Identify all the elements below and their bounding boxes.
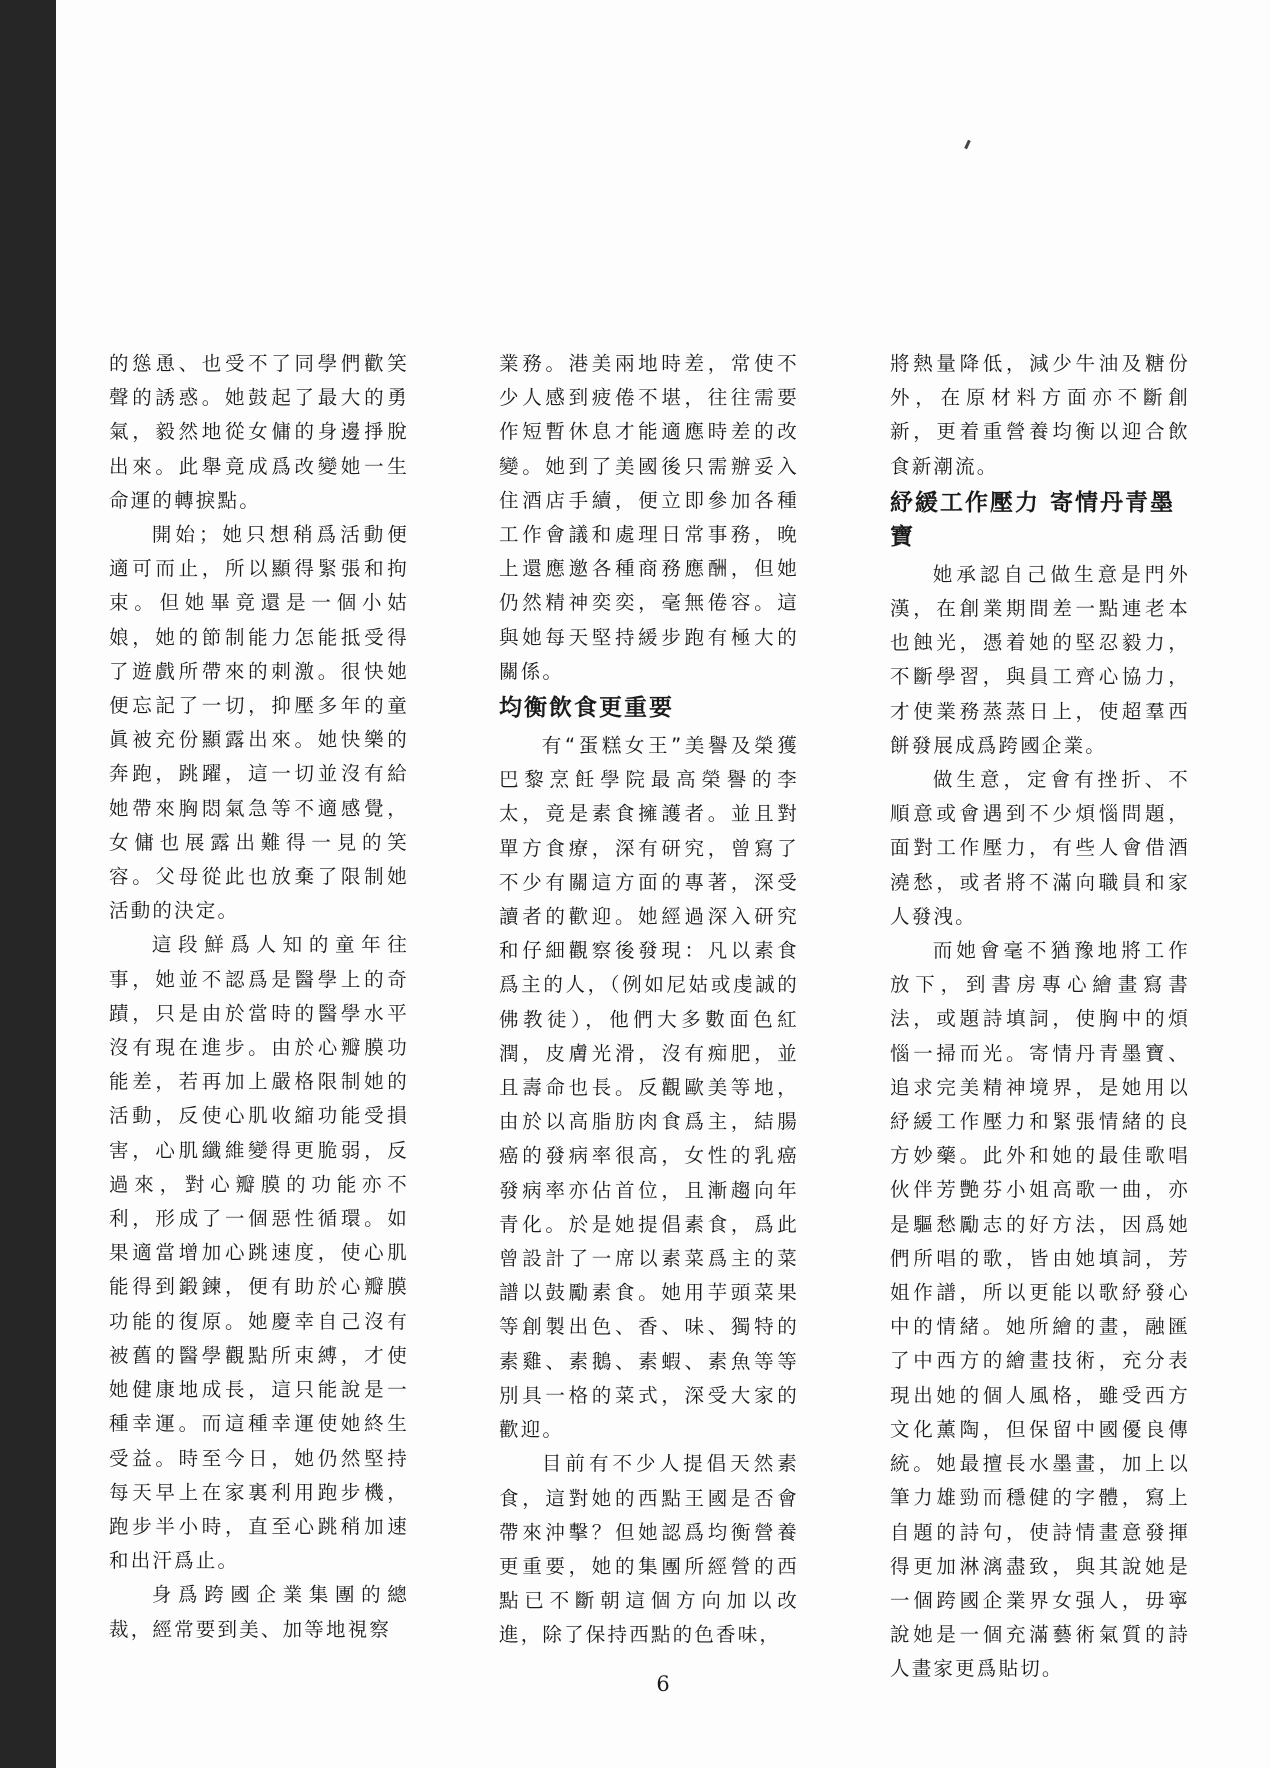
text-column-2 xyxy=(499,347,799,1653)
paragraph: 有“蛋糕女王”美譽及榮獲巴黎烹飪學院最高榮譽的李太，竟是素食擁護者。並且對單方食療，深有研究，曾寫了不少有關這方面的專著，深受讀者的歡迎。她經過深入研究和仔細觀察後發現：凡以素食爲主的人，（例如尼姑或虔誠的佛教徒），他們大多數面色紅潤，皮膚光滑，沒有痴肥，並且壽命也長。反觀歐美等地，由於以高脂肪肉食爲主，結腸癌的發病率很高，女性的乳癌發病率亦佔首位，且漸趨向年青化。於是她提倡素食，爲此曾設計了一席以素菜爲主的菜譜以鼓勵素食。她用芋頭菜果等創製出色、香、味、獨特的素雞、素鵝、素蝦、素魚等等別具一格的菜式，深受大家的歡迎。 xyxy=(499,734,799,1442)
document-page xyxy=(56,0,1270,1768)
paragraph: 開始；她只想稍爲活動便適可而止，所以顯得緊張和拘束。但她畢竟還是一個小姑娘，她的節制能力怎能抵受得了遊戲所帶來的刺激。很快她便忘記了一切，抑壓多年的童眞被充份顯露出來。她快樂的奔跑，跳躍，這一切並沒有給她帶來胸悶氣急等不適感覺，女傭也展露出難得一見的笑容。父母從此也放棄了限制她活動的決定。 xyxy=(109,523,409,923)
scan-binding-edge xyxy=(0,0,56,1768)
paragraph: 的慫恿、也受不了同學們歡笑聲的誘惑。她鼓起了最大的勇氣，毅然地從女傭的身邊掙脫出來。此舉竟成爲改變她一生命運的轉捩點。 xyxy=(109,352,409,512)
paragraph: 而她會毫不猶豫地將工作放下，到書房專心繪畫寫書法，或題詩填詞，使胸中的煩惱一掃而光。寄情丹青墨寶、追求完美精神境界，是她用以紓緩工作壓力和緊張情緒的良方妙藥。此外和她的最佳歌唱伙伴芳艷芬小姐高歌一曲，亦是驅愁勵志的好方法，因爲她們所唱的歌，皆由她填詞，芳姐作譜，所以更能以歌紓發心中的情緒。她所繪的畫，融匯了中西方的繪畫技術，充分表現出她的個人風格，雖受西方文化薰陶，但保留中國優良傳統。她最擅長水墨畫，加上以筆力雄勁而穩健的字體，寫上自題的詩句，使詩情畫意發揮得更加淋漓盡致，與其說她是一個跨國企業界女强人，毋寧說她是一個充滿藝術氣質的詩人畫家更爲貼切。 xyxy=(890,939,1190,1681)
paragraph: 將熱量降低，減少牛油及糖份外，在原材料方面亦不斷創新，更着重營養均衡以迎合飲食新潮流。 xyxy=(890,352,1190,478)
paragraph: 做生意，定會有挫折、不順意或會遇到不少煩惱問題，面對工作壓力，有些人會借酒澆愁，或者將不滿向職員和家人發洩。 xyxy=(890,768,1190,928)
section-heading: 均衡飲食更重要 xyxy=(499,695,674,722)
scan-speck xyxy=(964,140,971,149)
page-number: 6 xyxy=(656,1672,670,1696)
paragraph: 她承認自己做生意是門外漢，在創業期間差一點連老本也蝕光，憑着她的堅忍毅力，不斷學習，與員工齊心協力，才使業務蒸蒸日上，使超羣西餅發展成爲跨國企業。 xyxy=(890,562,1190,757)
text-column-1 xyxy=(109,347,409,1647)
paragraph: 這段鮮爲人知的童年往事，她並不認爲是醫學上的奇蹟，只是由於當時的醫學水平沒有現在進步。由於心瓣膜功能差，若再加上嚴格限制她的活動，反使心肌收縮功能受損害，心肌纖維變得更脆弱，反過來，對心瓣膜的功能亦不利，形成了一個惡性循環。如果適當增加心跳速度，使心肌能得到鍛鍊，便有助於心瓣膜功能的復原。她慶幸自己沒有被舊的醫學觀點所束縛，才使她健康地成長，這只能說是一種幸運。而這種幸運使她終生受益。時至今日，她仍然堅持每天早上在家裏利用跑步機，跑步半小時，直至心跳稍加速和出汗爲止。 xyxy=(109,933,409,1573)
paragraph: 業務。港美兩地時差，常使不少人感到疲倦不堪，往往需要作短暫休息才能適應時差的改變。她到了美國後只需辦妥入住酒店手續，便立即參加各種工作會議和處理日常事務，晚上還應邀各種商務應酬，但她仍然精神奕奕，毫無倦容。這與她每天堅持緩步跑有極大的關係。 xyxy=(499,352,799,683)
text-column-3 xyxy=(890,347,1190,1687)
section-heading: 紓緩工作壓力 寄情丹青墨寶 xyxy=(890,489,1176,550)
paragraph: 身爲跨國企業集團的總裁，經常要到美、加等地視察 xyxy=(109,1583,409,1641)
paragraph: 目前有不少人提倡天然素食，這對她的西點王國是否會帶來沖擊？但她認爲均衡營養更重要，她的集團所經營的西點已不斷朝這個方向加以改進，除了保持西點的色香味， xyxy=(499,1452,799,1647)
